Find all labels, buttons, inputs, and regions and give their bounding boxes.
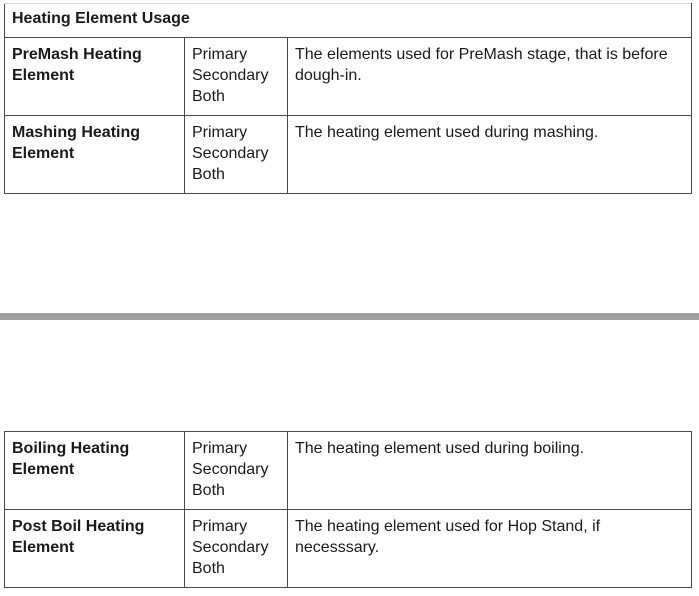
setting-name-boiling: Boiling Heating Element (5, 432, 185, 510)
table-title: Heating Element Usage (5, 4, 692, 38)
option-primary: Primary (192, 518, 248, 535)
table-row (5, 432, 692, 510)
table-row (5, 116, 692, 194)
option-both: Both (192, 166, 225, 183)
option-both: Both (192, 560, 225, 577)
option-secondary: Secondary (192, 539, 269, 556)
page-break-divider (0, 313, 699, 320)
option-secondary: Secondary (192, 67, 269, 84)
option-secondary: Secondary (192, 145, 269, 162)
heating-element-usage-table-continued (4, 431, 692, 588)
table-row (5, 38, 692, 116)
setting-options-premash (185, 38, 288, 116)
option-primary: Primary (192, 124, 248, 141)
setting-description-mashing: The heating element used during mashing. (288, 116, 692, 194)
heating-element-usage-table (4, 3, 692, 194)
setting-options-post-boil (185, 510, 288, 588)
option-secondary: Secondary (192, 461, 269, 478)
setting-options-boiling (185, 432, 288, 510)
setting-name-premash: PreMash Heating Element (5, 38, 185, 116)
setting-description-premash: The elements used for PreMash stage, that is before dough-in. (288, 38, 692, 116)
setting-name-post-boil: Post Boil Heating Element (5, 510, 185, 588)
table-title-row (5, 4, 692, 38)
option-primary: Primary (192, 440, 248, 457)
setting-options-mashing (185, 116, 288, 194)
setting-description-boiling: The heating element used during boiling. (288, 432, 692, 510)
table-row (5, 510, 692, 588)
option-both: Both (192, 88, 225, 105)
option-both: Both (192, 482, 225, 499)
setting-description-post-boil: The heating element used for Hop Stand, if necesssary. (288, 510, 692, 588)
option-primary: Primary (192, 46, 248, 63)
setting-name-mashing: Mashing Heating Element (5, 116, 185, 194)
